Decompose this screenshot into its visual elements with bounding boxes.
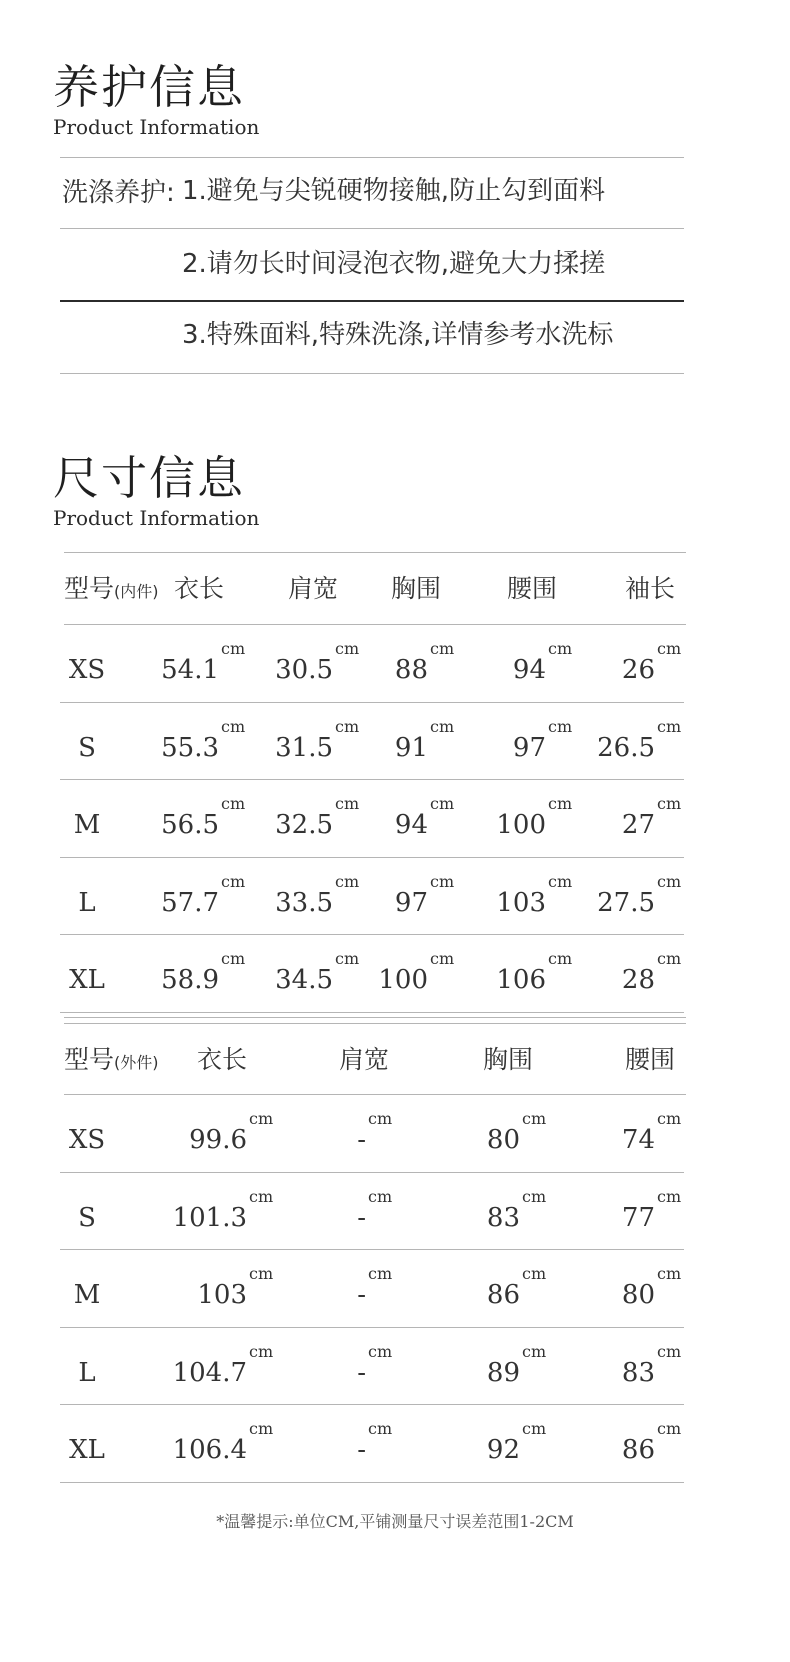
column-header: 胸围 — [482, 1045, 533, 1074]
unit-label: cm — [249, 1109, 274, 1128]
value-text: - — [357, 1280, 366, 1311]
value-text: 27.5 — [597, 887, 655, 918]
value-text: 27 — [621, 810, 655, 841]
unit-label: cm — [335, 871, 360, 891]
type-label: 型号 — [64, 1045, 115, 1074]
size-label: XL — [69, 1435, 105, 1466]
care-title: 养护信息 — [53, 60, 245, 114]
value-text: 106 — [496, 965, 546, 996]
unit-label: cm — [430, 639, 455, 658]
unit-label: cm — [249, 1264, 274, 1284]
value-text: 34.5 — [275, 965, 333, 996]
value-text: 31.5 — [275, 732, 333, 763]
value-text: - — [357, 1125, 366, 1155]
value-text: 32.5 — [275, 810, 333, 841]
unit-label: cm — [368, 1419, 393, 1439]
value-text: 91 — [394, 732, 428, 763]
unit-label: cm — [657, 794, 682, 814]
cell-value — [495, 657, 655, 683]
unit-label: cm — [657, 1264, 682, 1284]
value-text: 30.5 — [275, 655, 333, 685]
unit-label: cm — [335, 639, 360, 658]
unit-label: cm — [368, 1264, 393, 1284]
value-text: - — [357, 1357, 366, 1388]
unit-label: cm — [657, 871, 682, 891]
unit-label: cm — [221, 716, 246, 736]
unit-label: cm — [335, 716, 360, 736]
divider — [64, 1017, 686, 1018]
unit-label: cm — [548, 639, 573, 658]
care-label: 洗涤养护: — [62, 178, 175, 208]
unit-label: cm — [430, 949, 455, 969]
unit-label: cm — [430, 716, 455, 736]
value-text: 80 — [486, 1125, 520, 1155]
unit-label: cm — [657, 716, 682, 736]
size-title: 尺寸信息 — [53, 451, 245, 505]
column-header: 衣长 — [173, 574, 224, 603]
value-text: 33.5 — [275, 887, 333, 918]
type-header — [64, 576, 159, 601]
value-text: 101.3 — [172, 1202, 247, 1233]
unit-label: cm — [221, 871, 246, 891]
value-text: 26.5 — [597, 732, 655, 763]
column-header: 肩宽 — [338, 1045, 389, 1074]
value-text: 86 — [621, 1435, 655, 1466]
cell-value — [495, 1435, 655, 1466]
unit-label: cm — [430, 794, 455, 814]
unit-label: cm — [430, 871, 455, 891]
unit-label: cm — [249, 1419, 274, 1439]
care-item-1: 1.避免与尖锐硬物接触,防止勾到面料 — [182, 176, 606, 206]
value-text: 57.7 — [161, 887, 219, 918]
size-label: S — [78, 1202, 96, 1233]
divider — [60, 1249, 684, 1250]
size-label: M — [73, 1280, 101, 1311]
cell-value — [495, 732, 655, 763]
size-label: XS — [68, 655, 106, 685]
value-text: 97 — [512, 732, 546, 763]
value-text: 58.9 — [161, 965, 219, 996]
divider — [60, 1404, 684, 1405]
value-text: 55.3 — [161, 732, 219, 763]
cell-value — [495, 1357, 655, 1388]
type-header — [64, 1047, 159, 1072]
size-label: XS — [68, 1125, 106, 1155]
unit-label: cm — [548, 716, 573, 736]
divider — [64, 1094, 686, 1095]
value-text: 97 — [394, 887, 428, 918]
cell-value — [495, 1127, 655, 1153]
value-text: 74 — [621, 1125, 655, 1155]
unit-label: cm — [657, 1341, 682, 1361]
cell-value — [495, 1280, 655, 1311]
value-text: - — [357, 1435, 366, 1466]
unit-label: cm — [548, 871, 573, 891]
divider — [64, 552, 686, 553]
type-label: 型号 — [64, 574, 115, 603]
divider — [64, 624, 686, 625]
cell-value — [495, 965, 655, 996]
divider — [60, 1012, 684, 1013]
divider — [60, 300, 684, 302]
divider — [60, 1172, 684, 1173]
cell-value — [495, 887, 655, 918]
value-text: 100 — [378, 965, 428, 996]
value-text: 86 — [486, 1280, 520, 1311]
unit-label: cm — [657, 1419, 682, 1439]
value-text: 106.4 — [172, 1435, 247, 1466]
column-header: 胸围 — [390, 574, 441, 603]
size-label: L — [78, 887, 96, 918]
unit-label: cm — [522, 1419, 547, 1439]
value-text: 89 — [486, 1357, 520, 1388]
value-text: 104.7 — [172, 1357, 247, 1388]
divider — [60, 702, 684, 703]
size-label: S — [78, 732, 96, 763]
divider — [60, 779, 684, 780]
divider — [60, 228, 684, 229]
value-text: 103 — [496, 887, 546, 918]
care-item-2: 2.请勿长时间浸泡衣物,避免大力揉搓 — [182, 249, 606, 279]
type-note: (外件) — [114, 1053, 159, 1072]
unit-label: cm — [335, 794, 360, 814]
value-text: 28 — [621, 965, 655, 996]
column-header: 腰围 — [506, 574, 557, 603]
value-text: 99.6 — [189, 1125, 247, 1155]
unit-label: cm — [368, 1186, 393, 1206]
size-label: L — [78, 1357, 96, 1388]
unit-label: cm — [657, 639, 682, 658]
unit-label: cm — [548, 794, 573, 814]
unit-label: cm — [368, 1341, 393, 1361]
column-header: 衣长 — [196, 1045, 247, 1074]
value-text: - — [357, 1202, 366, 1233]
unit-label: cm — [249, 1341, 274, 1361]
size-label: XL — [69, 965, 105, 996]
unit-label: cm — [249, 1186, 274, 1206]
unit-label: cm — [657, 1186, 682, 1206]
value-text: 103 — [197, 1280, 247, 1311]
divider — [60, 373, 684, 374]
unit-label: cm — [221, 794, 246, 814]
unit-label: cm — [221, 949, 246, 969]
care-subtitle: Product Information — [53, 115, 260, 139]
column-header: 袖长 — [624, 574, 675, 603]
value-text: 80 — [621, 1280, 655, 1311]
size-note: *温馨提示:单位CM,平铺测量尺寸误差范围1-2CM — [216, 1512, 574, 1531]
unit-label: cm — [548, 949, 573, 969]
divider — [60, 1482, 684, 1483]
column-header: 肩宽 — [287, 574, 338, 603]
unit-label: cm — [522, 1186, 547, 1206]
size-label: M — [73, 810, 101, 841]
cell-value — [206, 1127, 366, 1153]
cell-value — [495, 1202, 655, 1233]
unit-label: cm — [657, 1109, 682, 1128]
unit-label: cm — [335, 949, 360, 969]
value-text: 77 — [621, 1202, 655, 1233]
value-text: 100 — [496, 810, 546, 841]
divider — [64, 1023, 686, 1024]
value-text: 26 — [621, 655, 655, 685]
value-text: 83 — [621, 1357, 655, 1388]
unit-label: cm — [657, 949, 682, 969]
column-header: 腰围 — [624, 1045, 675, 1074]
unit-label: cm — [522, 1109, 547, 1128]
unit-label: cm — [522, 1341, 547, 1361]
value-text: 94 — [512, 655, 546, 685]
value-text: 56.5 — [161, 810, 219, 841]
value-text: 92 — [486, 1435, 520, 1466]
value-text: 88 — [394, 655, 428, 685]
divider — [60, 157, 684, 158]
cell-value — [206, 1280, 366, 1311]
divider — [60, 1327, 684, 1328]
value-text: 83 — [486, 1202, 520, 1233]
type-note: (内件) — [114, 582, 159, 601]
value-text: 94 — [394, 810, 428, 841]
divider — [60, 857, 684, 858]
cell-value — [495, 810, 655, 841]
divider — [60, 934, 684, 935]
unit-label: cm — [522, 1264, 547, 1284]
unit-label: cm — [221, 639, 246, 658]
care-item-3: 3.特殊面料,特殊洗涤,详情参考水洗标 — [182, 320, 614, 350]
size-subtitle: Product Information — [53, 506, 260, 530]
unit-label: cm — [368, 1109, 393, 1128]
value-text: 54.1 — [161, 655, 219, 685]
